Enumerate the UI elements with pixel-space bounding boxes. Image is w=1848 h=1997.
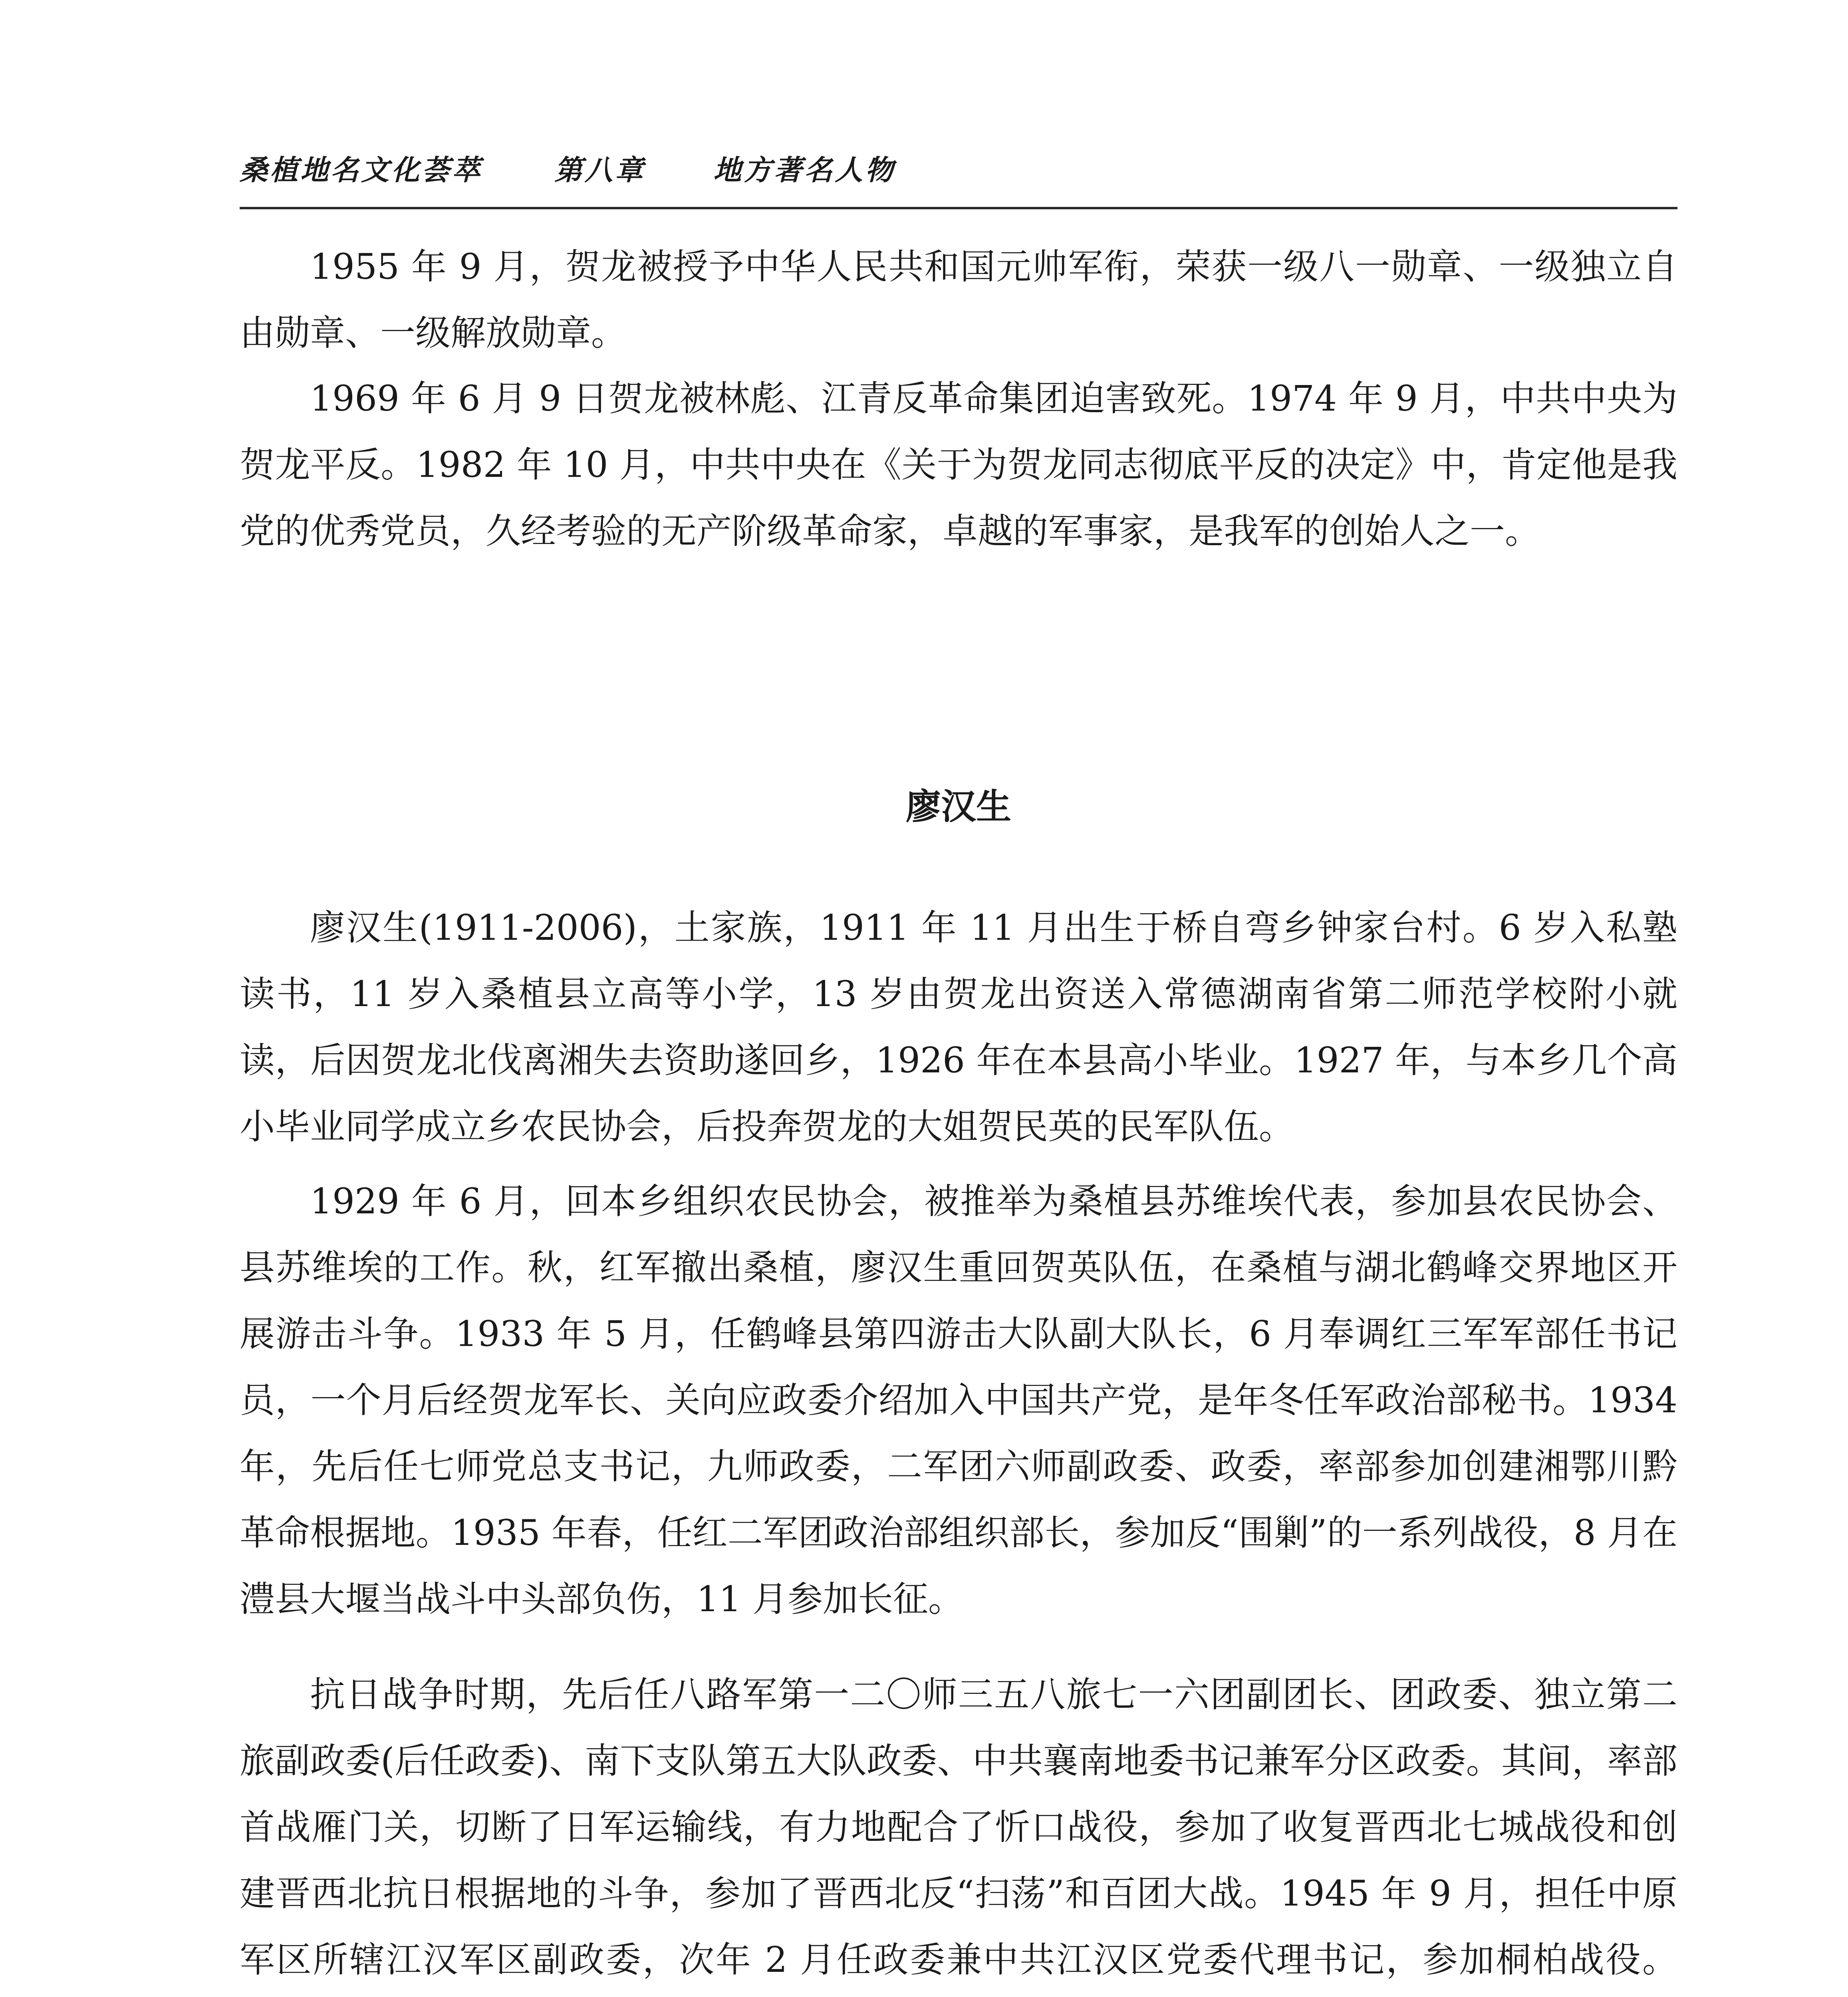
- paragraph: 抗日战争时期，先后任八路军第一二〇师三五八旅七一六团副团长、团政委、独立第二旅副政委(后任政委)、南下支队第五大队政委、中共襄南地委书记兼军分区政委。其间，率部首战雁门关，切断了日军运输线，有力地配合了忻口战役，参加了收复晋西北七城战役和创建晋西北抗日根据地的斗争，参加了晋西北反“扫荡”和百团大战。1945 年 9 月，担任中原军区所辖江汉军区副政委，次年 2 月任政委兼中共江汉区党委代理书记，参加桐柏战役。: [240, 1674, 1677, 1980]
- header-book-title: 桑植地名文化荟萃: [240, 153, 482, 187]
- paragraph: 1955 年 9 月，贺龙被授予中华人民共和国元帅军衔，荣获一级八一勋章、一级独立自由勋章、一级解放勋章。: [240, 246, 1677, 353]
- paragraph: 1969 年 6 月 9 日贺龙被林彪、江青反革命集团迫害致死。1974 年 9 月，中共中央为贺龙平反。1982 年 10 月，中共中央在《关于为贺龙同志彻底平反的决定》中，肯定他是我党的优秀党员，久经考验的无产阶级革命家，卓越的军事家，是我军的创始人之一。: [240, 378, 1677, 552]
- header-rule: [240, 207, 1677, 209]
- page-header: [240, 148, 895, 188]
- paragraph: 1929 年 6 月，回本乡组织农民协会，被推举为桑植县苏维埃代表，参加县农民协会、县苏维埃的工作。秋，红军撤出桑植，廖汉生重回贺英队伍，在桑植与湖北鹤峰交界地区开展游击斗争。1933 年 5 月，任鹤峰县第四游击大队副大队长，6 月奉调红三军军部任书记员，一个月后经贺龙军长、关向应政委介绍加入中国共产党，是年冬任军政治部秘书。1934 年，先后任七师党总支书记，九师政委，二军团六师副政委、政委，率部参加创建湘鄂川黔革命根据地。1935 年春，任红二军团政治部组织部长，参加反“围剿”的一系列战役，8 月在澧县大堰当战斗中头部负伤，11 月参加长征。: [240, 1181, 1677, 1620]
- header-topic: 地方著名人物: [713, 153, 895, 187]
- paragraph: 廖汉生(1911-2006)，土家族，1911 年 11 月出生于桥自弯乡钟家台村。6 岁入私塾读书，11 岁入桑植县立高等小学，13 岁由贺龙出资送入常德湖南省第二师范学校附小就读，后因贺龙北伐离湘失去资助遂回乡，1926 年在本县高小毕业。1927 年，与本乡几个高小毕业同学成立乡农民协会，后投奔贺龙的大姐贺民英的民军队伍。: [240, 907, 1677, 1147]
- section-title: 廖汉生: [905, 786, 1011, 827]
- header-chapter: 第八章: [554, 153, 645, 187]
